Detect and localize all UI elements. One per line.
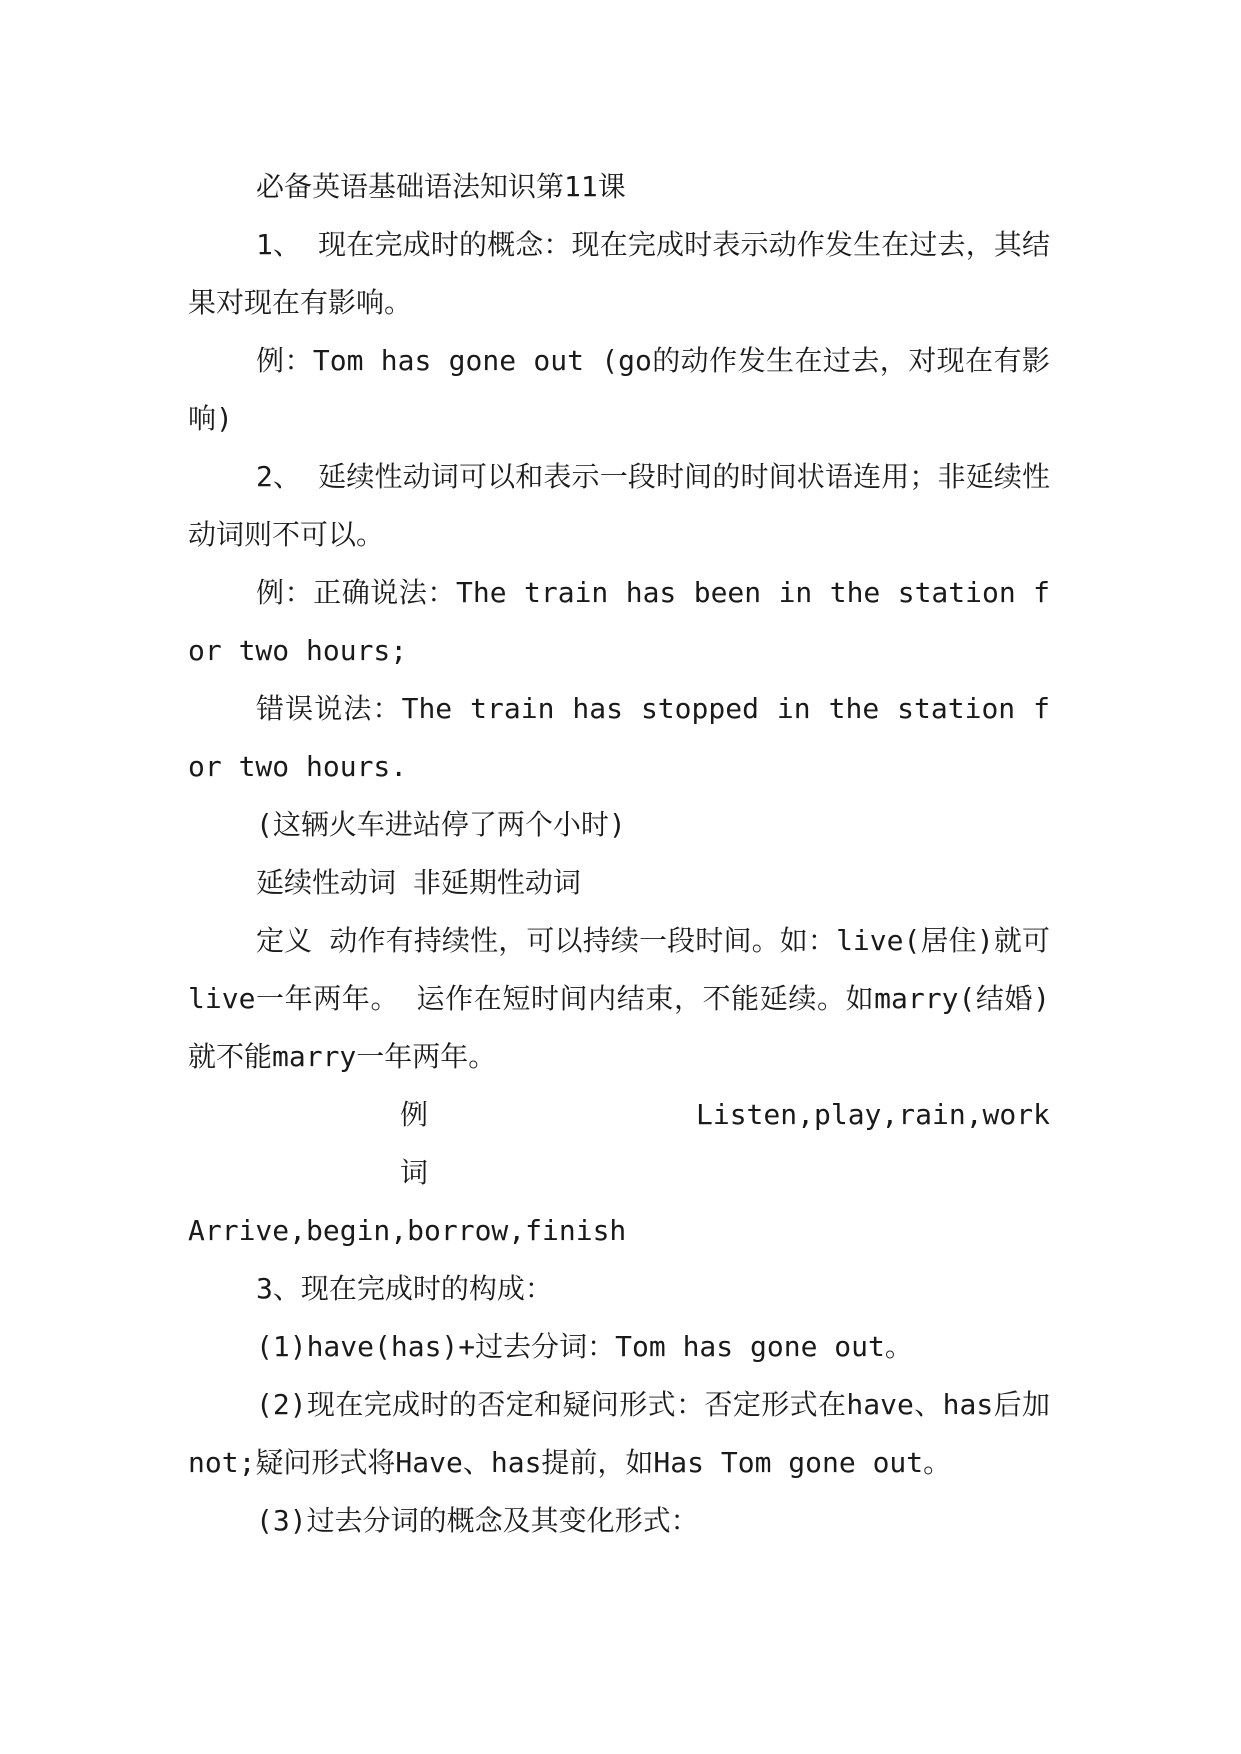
paragraph-definition: 1、 现在完成时的概念：现在完成时表示动作发生在过去，其结果对现在有影响。: [188, 228, 1050, 319]
example-words-continuous: Listen,play,rain,work: [695, 1098, 1050, 1131]
example-words-row: [188, 1086, 1050, 1202]
paragraph-structure-2: (2)现在完成时的否定和疑问形式：否定形式在have、has后加not;疑问形式将Have、has提前，如Has Tom gone out。: [188, 1388, 1050, 1479]
paragraph-wrong-example: 错误说法：The train has stopped in the station for two hours.: [188, 692, 1050, 783]
example-words-non-continuous: Arrive,begin,borrow,finish: [188, 1214, 627, 1247]
paragraph-rule-2: 2、 延续性动词可以和表示一段时间的时间状语连用；非延续性动词则不可以。: [188, 460, 1050, 551]
example-words-label: 例词: [400, 1098, 469, 1189]
paragraph-structure-heading: 3、现在完成时的构成：: [256, 1272, 553, 1305]
paragraph-definitions: 定义 动作有持续性，可以持续一段时间。如：live(居住)就可live一年两年。 运作在短时间内结束，不能延续。如marry(结婚)就不能marry一年两年。: [188, 924, 1050, 1073]
paragraph-structure-1: (1)have(has)+过去分词：Tom has gone out。: [256, 1330, 913, 1363]
document-title: 必备英语基础语法知识第11课: [256, 170, 626, 203]
paragraph-structure-3: (3)过去分词的概念及其变化形式：: [256, 1504, 699, 1537]
paragraph-correct-example: 例：正确说法：The train has been in the station for two hours;: [188, 576, 1050, 667]
document-body: [188, 158, 1050, 1550]
paragraph-translation: (这辆火车进站停了两个小时): [256, 808, 626, 841]
paragraph-verb-types: 延续性动词 非延期性动词: [256, 866, 581, 899]
paragraph-example-1: 例：Tom has gone out (go的动作发生在过去，对现在有影响): [188, 344, 1050, 435]
